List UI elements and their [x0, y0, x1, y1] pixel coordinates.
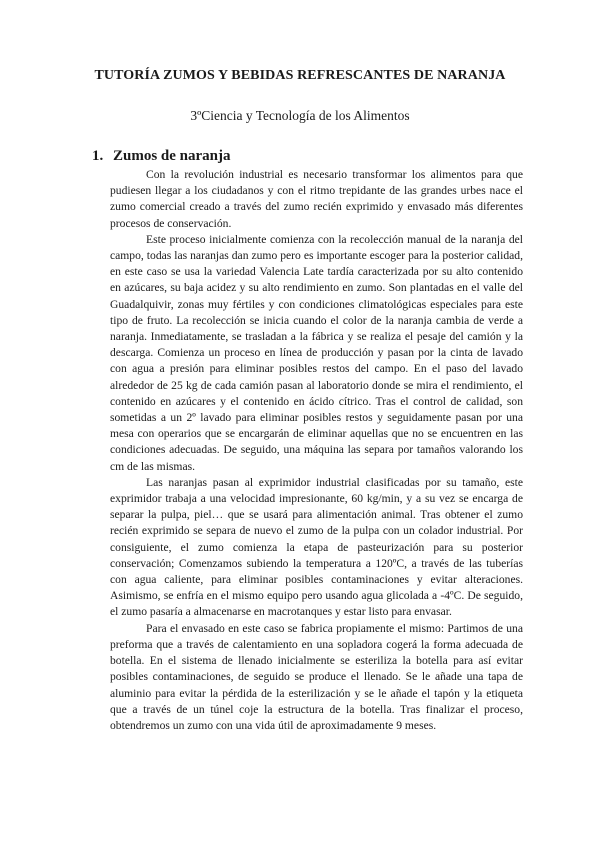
- section-zumos-de-naranja: [92, 148, 522, 734]
- paragraph-1: Con la revolución industrial es necesario transformar los alimentos para que pudiesen llegar a los ciudadanos y con el ritmo trepidante de las grandes urbes nace el zumo comercial creado a través del zumo recién exprimido y envasado más diferentes procesos de conservación.: [110, 168, 523, 230]
- section-heading: [92, 148, 522, 165]
- document-subtitle: 3ºCiencia y Tecnología de los Alimentos: [190, 108, 410, 123]
- section-body: [110, 167, 523, 734]
- paragraph-4: Para el envasado en este caso se fabrica propiamente el mismo: Partimos de una preforma que a través de calentamiento en una sopladora cogerá la forma adecuada de botella. En el sistema de llenado inicialmente se esteriliza la botella para así evitar posibles contaminaciones, de seguido se produce el llenado. Se le añade una tapa de aluminio para evitar la pérdida de la esterilización y se le añade el tapón y la etiqueta que a través de un túnel coje la estructura de la botella. Tras finalizar el proceso, obtendremos un zumo con una vida útil de aproximadamente 9 meses.: [110, 621, 523, 732]
- document-title: TUTORÍA ZUMOS Y BEBIDAS REFRESCANTES DE NARANJA: [94, 68, 506, 83]
- paragraph-2: Este proceso inicialmente comienza con la recolección manual de la naranja del campo, todas las naranjas dan zumo pero es importante escoger para la posterior calidad, en este caso se usa la variedad Valencia Late tardía caracterizada por su alto contenido en azúcares, su baja acidez y su alto rendimiento en zumo. Son plantadas en el valle del Guadalquivir, zonas muy fértiles y con condiciones climatológicas especiales para este tipo de fruto. La recolección se inicia cuando el color de la naranja cambia de verde a naranja. Inmediatamente, se trasladan a la fábrica y se realiza el pesaje del camión y la descarga. Comienza un proceso en línea de producción y pasan por la cinta de lavado con agua a presión para eliminar posibles restos del campo. En el paso del lavado alrededor de 25 kg de cada camión pasan al laboratorio donde se mira el rendimiento, el contenido en azúcares y el contenido en ácido cítrico. Tras el control de calidad, son sometidas a un 2º lavado para eliminar posibles restos y seguidamente pasan por una mesa con operarios que se encargarán de eliminar aquellas que no se encuentren en las condiciones adecuadas. De seguido, una máquina las separa por tamaños valorando los cm de las mismas.: [110, 232, 523, 473]
- section-number: 1.: [92, 148, 104, 164]
- paragraph-3: Las naranjas pasan al exprimidor industrial clasificadas por su tamaño, este exprimidor trabaja a una velocidad impresionante, 60 kg/min, y a su vez se encarga de separar la pulpa, piel… que se usará para alimentación animal. Tras obtener el zumo recién exprimido se separa de nuevo el zumo de la pulpa con un colador industrial. Por consiguiente, el zumo comienza la etapa de pasteurización para su posterior conservación; Comenzamos subiendo la temperatura a 120ºC, a través de las tuberías con agua caliente, para eliminar posibles contaminaciones y evitar alteraciones. Asimismo, se enfría en el mismo equipo pero usando agua glicolada a -4ºC. De seguido, el zumo pasaría a almacenarse en macrotanques y estar listo para envasar.: [110, 475, 523, 619]
- section-heading-text: Zumos de naranja: [113, 148, 231, 164]
